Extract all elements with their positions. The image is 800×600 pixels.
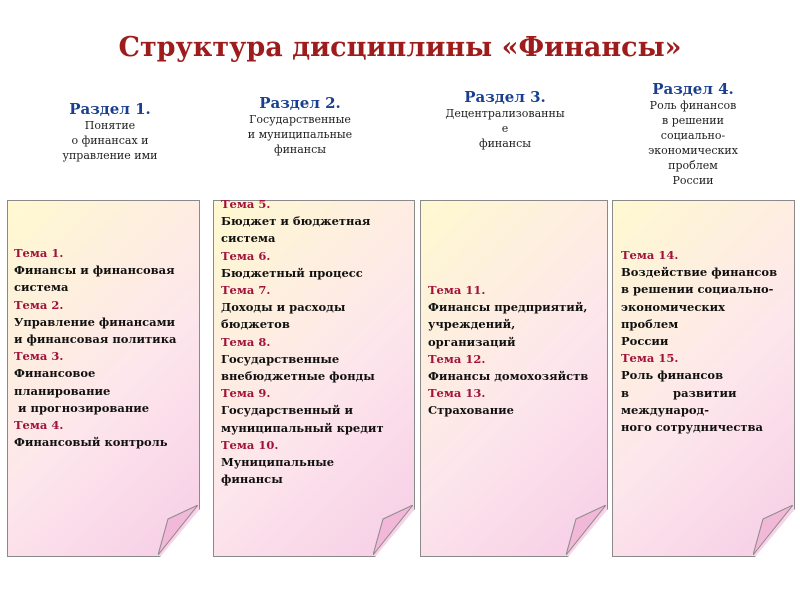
- topic-title-line: и прогнозирование: [14, 400, 150, 415]
- topic-list-1: [14, 245, 196, 451]
- section-3-subtitle: Децентрализованны е финансы: [445, 107, 565, 150]
- topic-title-line: в решении социально-: [621, 282, 774, 297]
- topic-title-line: Управление финансами: [14, 314, 176, 329]
- topic-title-line: Финансы и финансовая: [14, 263, 175, 278]
- topic-number: Тема 8.: [221, 334, 271, 349]
- topic-number: Тема 1.: [14, 246, 64, 260]
- topic-number: Тема 13.: [428, 386, 486, 401]
- topic-title-line: Государственный и: [221, 403, 353, 418]
- section-4-title: Раздел 4.: [652, 80, 734, 98]
- section-3-header: [405, 88, 605, 151]
- topic-number: Тема 12.: [428, 351, 486, 366]
- topic-title-line: экономических: [621, 299, 726, 314]
- section-1-header: [10, 100, 210, 163]
- section-2-title: Раздел 2.: [259, 94, 341, 112]
- topic-title-line: Доходы и расходы: [221, 300, 346, 315]
- topic-number: Тема 4.: [14, 418, 64, 433]
- topic-number: Тема 14.: [621, 248, 679, 262]
- topic-number: Тема 7.: [221, 283, 271, 298]
- topic-title-line: в развитии: [621, 385, 737, 400]
- topic-number: Тема 10.: [221, 437, 279, 452]
- topic-title-line: организаций: [428, 334, 516, 349]
- topic-title-line: муниципальный кредит: [221, 420, 384, 435]
- topic-title-line: Бюджет и бюджетная: [221, 214, 371, 229]
- section-2-subtitle: Государственные и муниципальные финансы: [247, 113, 353, 156]
- topic-list-3: [428, 282, 604, 420]
- topic-number: Тема 9.: [221, 386, 271, 401]
- topic-number: Тема 5.: [221, 197, 271, 211]
- page-curl-icon: [158, 505, 198, 555]
- topic-title-line: Бюджетный процесс: [221, 265, 363, 280]
- topic-title-line: Финансы домохозяйств: [428, 369, 589, 384]
- page-curl-icon: [373, 505, 413, 555]
- topic-title-line: международ-: [621, 402, 709, 417]
- section-2-header: [200, 94, 400, 157]
- topic-number: Тема 2.: [14, 297, 64, 312]
- topic-title-line: Воздействие финансов: [621, 265, 778, 280]
- topic-title-line: учреждений,: [428, 317, 516, 332]
- topic-title-line: Финансовое: [14, 366, 96, 381]
- topic-title-line: России: [621, 334, 669, 349]
- topic-number: Тема 3.: [14, 349, 64, 364]
- topic-list-2: [221, 196, 411, 488]
- topic-title-line: бюджетов: [221, 317, 290, 332]
- topic-title-line: внебюджетные фонды: [221, 369, 375, 384]
- topic-title-line: система: [221, 231, 276, 246]
- topic-title-line: финансы: [221, 472, 283, 487]
- page-curl-icon: [566, 505, 606, 555]
- section-1-subtitle: Понятие о финансах и управление ими: [62, 119, 158, 162]
- topic-title-line: система: [14, 280, 69, 295]
- topic-number: Тема 6.: [221, 248, 271, 263]
- section-4-subtitle: Роль финансов в решении социально- экономических проблем России: [648, 99, 738, 187]
- section-1-title: Раздел 1.: [69, 100, 151, 118]
- section-3-title: Раздел 3.: [464, 88, 546, 106]
- topic-number: Тема 11.: [428, 283, 486, 297]
- topic-number: Тема 15.: [621, 351, 679, 366]
- section-4-header: [593, 80, 793, 197]
- topic-title-line: ного сотрудничества: [621, 420, 763, 435]
- topic-list-4: [621, 247, 789, 436]
- page-curl-icon: [753, 505, 793, 555]
- topic-title-line: и финансовая политика: [14, 332, 177, 347]
- topic-title-line: Финансы предприятий,: [428, 300, 588, 315]
- topic-title-line: Финансовый контроль: [14, 435, 168, 450]
- topic-title-line: Роль финансов: [621, 368, 724, 383]
- topic-title-line: Государственные: [221, 351, 340, 366]
- topic-title-line: Страхование: [428, 403, 515, 418]
- topic-title-line: планирование: [14, 383, 111, 398]
- topic-title-line: проблем: [621, 316, 679, 331]
- topic-title-line: Муниципальные: [221, 455, 335, 470]
- slide-title: Структура дисциплины «Финансы»: [118, 32, 682, 63]
